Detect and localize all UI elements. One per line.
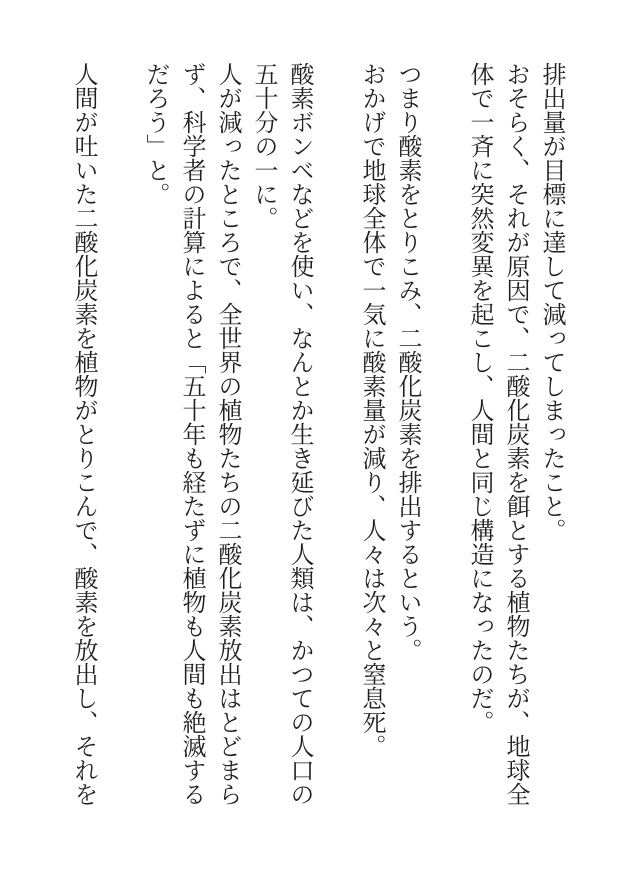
paragraph: 人間が吐いた二酸化炭素を植物がとりこんで、酸素を放出し、それを bbox=[70, 62, 96, 806]
paragraph: 排出量が目標に達して減ってしまったこと。 bbox=[538, 62, 564, 542]
paragraph: 人が減ったところで、全世界の植物たちの二酸化炭素放出はとどまらず、科学者の計算によると「五十年も経たずに植物も人間も絶滅するだろう」と。 bbox=[142, 62, 240, 806]
paragraph: つまり酸素をとりこみ、二酸化炭素を排出するという。 bbox=[394, 62, 420, 662]
text-block bbox=[57, 62, 569, 810]
paragraph: おかげで地球全体で一気に酸素量が減り、人々は次々と窒息死。 bbox=[358, 62, 384, 758]
paragraph: 酸素ボンベなどを使い、なんとか生き延びた人類は、かつての人口の五十分の一に。 bbox=[250, 62, 312, 806]
paragraph: おそらく、それが原因で、二酸化炭素を餌とする植物たちが、地球全体で一斉に突然変異を起こし、人間と同じ構造になったのだ。 bbox=[466, 62, 528, 806]
